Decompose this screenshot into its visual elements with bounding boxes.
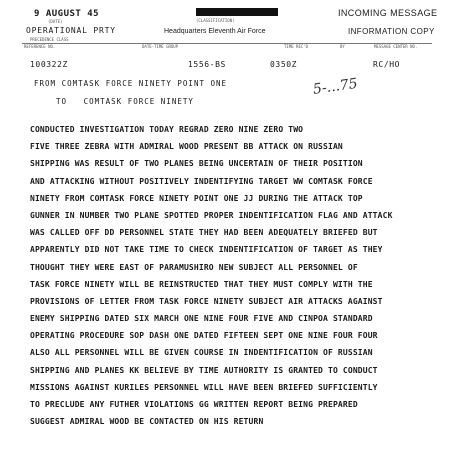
body-line: ALSO ALL PERSONNEL WILL BE GIVEN COURSE IN INDENTIFICATION OF RUSSIAN bbox=[30, 348, 373, 358]
headquarters-label: Headquarters Eleventh Air Force bbox=[164, 28, 266, 35]
body-line: NINETY FROM COMTASK FORCE NINETY POINT ONE JJ DURING THE ATTACK TOP bbox=[30, 193, 363, 203]
body-line: TASK FORCE NINETY WILL BE REINSTRUCTED THAT THEY MUST COMPLY WITH THE bbox=[30, 279, 373, 289]
column-label: BY bbox=[340, 44, 345, 49]
body-line: THOUGHT THEY WERE EAST OF PARAMUSHIRO NEW SUBJECT ALL PERSONNEL OF bbox=[30, 262, 358, 272]
body-line: GUNNER IN NUMBER TWO PLANE SPOTTED PROPER INDENTIFICATION FLAG AND ATTACK bbox=[30, 210, 393, 220]
column-label: MESSAGE CENTER NO. bbox=[374, 44, 418, 49]
body-line: AND ATTACKING WITHOUT POSITIVELY INDENTIFYING TARGET WW COMTASK FORCE bbox=[30, 176, 373, 186]
body-line: MISSIONS AGAINST KURILES PERSONNEL WILL HAVE BEEN BRIEFED SUFFICIENTLY bbox=[30, 382, 378, 392]
from-line: FROM COMTASK FORCE NINETY POINT ONE bbox=[34, 79, 228, 88]
body-line: ENEMY SHIPPING DATED SIX MARCH ONE NINE FOUR FIVE AND CINPOA STANDARD bbox=[30, 314, 373, 324]
message-center-number: 0350Z bbox=[270, 60, 298, 69]
redaction-bar bbox=[196, 8, 278, 16]
reference-number: 100322Z bbox=[30, 60, 68, 69]
body-line: OPERATING PROCEDURE SOP DASH ONE DATED FIFTEEN SEPT ONE NINE FOUR FOUR bbox=[30, 331, 378, 341]
section-label: OPERATIONAL PRTY bbox=[26, 26, 116, 35]
to-recipient: COMTASK FORCE NINETY bbox=[83, 97, 194, 106]
copy-type-label: INFORMATION COPY bbox=[348, 27, 435, 36]
body-line: SHIPPING WAS RESULT OF TWO PLANES BEING UNCERTAIN OF THEIR POSITION bbox=[30, 159, 363, 169]
body-line: FIVE THREE ZEBRA WITH ADMIRAL WOOD PRESENT BB ATTACK ON RUSSIAN bbox=[30, 142, 343, 152]
to-line bbox=[56, 97, 194, 106]
body-line: PROVISIONS OF LETTER FROM TASK FORCE NINETY SUBJECT AIR ATTACKS AGAINST bbox=[30, 296, 383, 306]
body-line: SUGGEST ADMIRAL WOOD BE CONTACTED ON HIS RETURN bbox=[30, 417, 264, 427]
precedence-caption: PRECEDENCE CLASS bbox=[30, 37, 69, 42]
column-label: TIME REC'D bbox=[284, 44, 309, 49]
body-line: SHIPPING AND PLANES KK BELIEVE BY TIME AUTHORITY IS GRANTED TO CONDUCT bbox=[30, 365, 378, 375]
form-title: INCOMING MESSAGE bbox=[338, 8, 438, 18]
time-received: 1556-BS bbox=[188, 60, 226, 69]
body-line: CONDUCTED INVESTIGATION TODAY REGRAD ZERO NINE ZERO TWO bbox=[30, 125, 304, 134]
to-prefix: TO bbox=[56, 97, 68, 106]
handwritten-annotation: 5-...75 bbox=[312, 75, 359, 98]
received-by: RC/HO bbox=[373, 60, 401, 69]
body-line: APPARENTLY DID NOT TAKE TIME TO CHECK INDENTIFICATION OF TARGET AS THEY bbox=[30, 245, 383, 255]
column-label: DATE-TIME GROUP bbox=[142, 44, 179, 49]
header-column-labels bbox=[22, 44, 432, 50]
message-body bbox=[30, 121, 440, 430]
classification-caption: (CLASSIFICATION) bbox=[196, 18, 235, 23]
column-label: REFERENCE NO. bbox=[24, 44, 56, 49]
body-line: WAS CALLED OFF DD PERSONNEL STATE THEY HAD BEEN ADEQUATELY BRIEFED BUT bbox=[30, 228, 378, 238]
date-caption: (DATE) bbox=[48, 19, 63, 24]
body-line: TO PRECLUDE ANY FUTHER VIOLATIONS GG WRITTEN REPORT BEING PREPARED bbox=[30, 400, 358, 409]
message-date: 9 AUGUST 45 bbox=[34, 9, 100, 19]
